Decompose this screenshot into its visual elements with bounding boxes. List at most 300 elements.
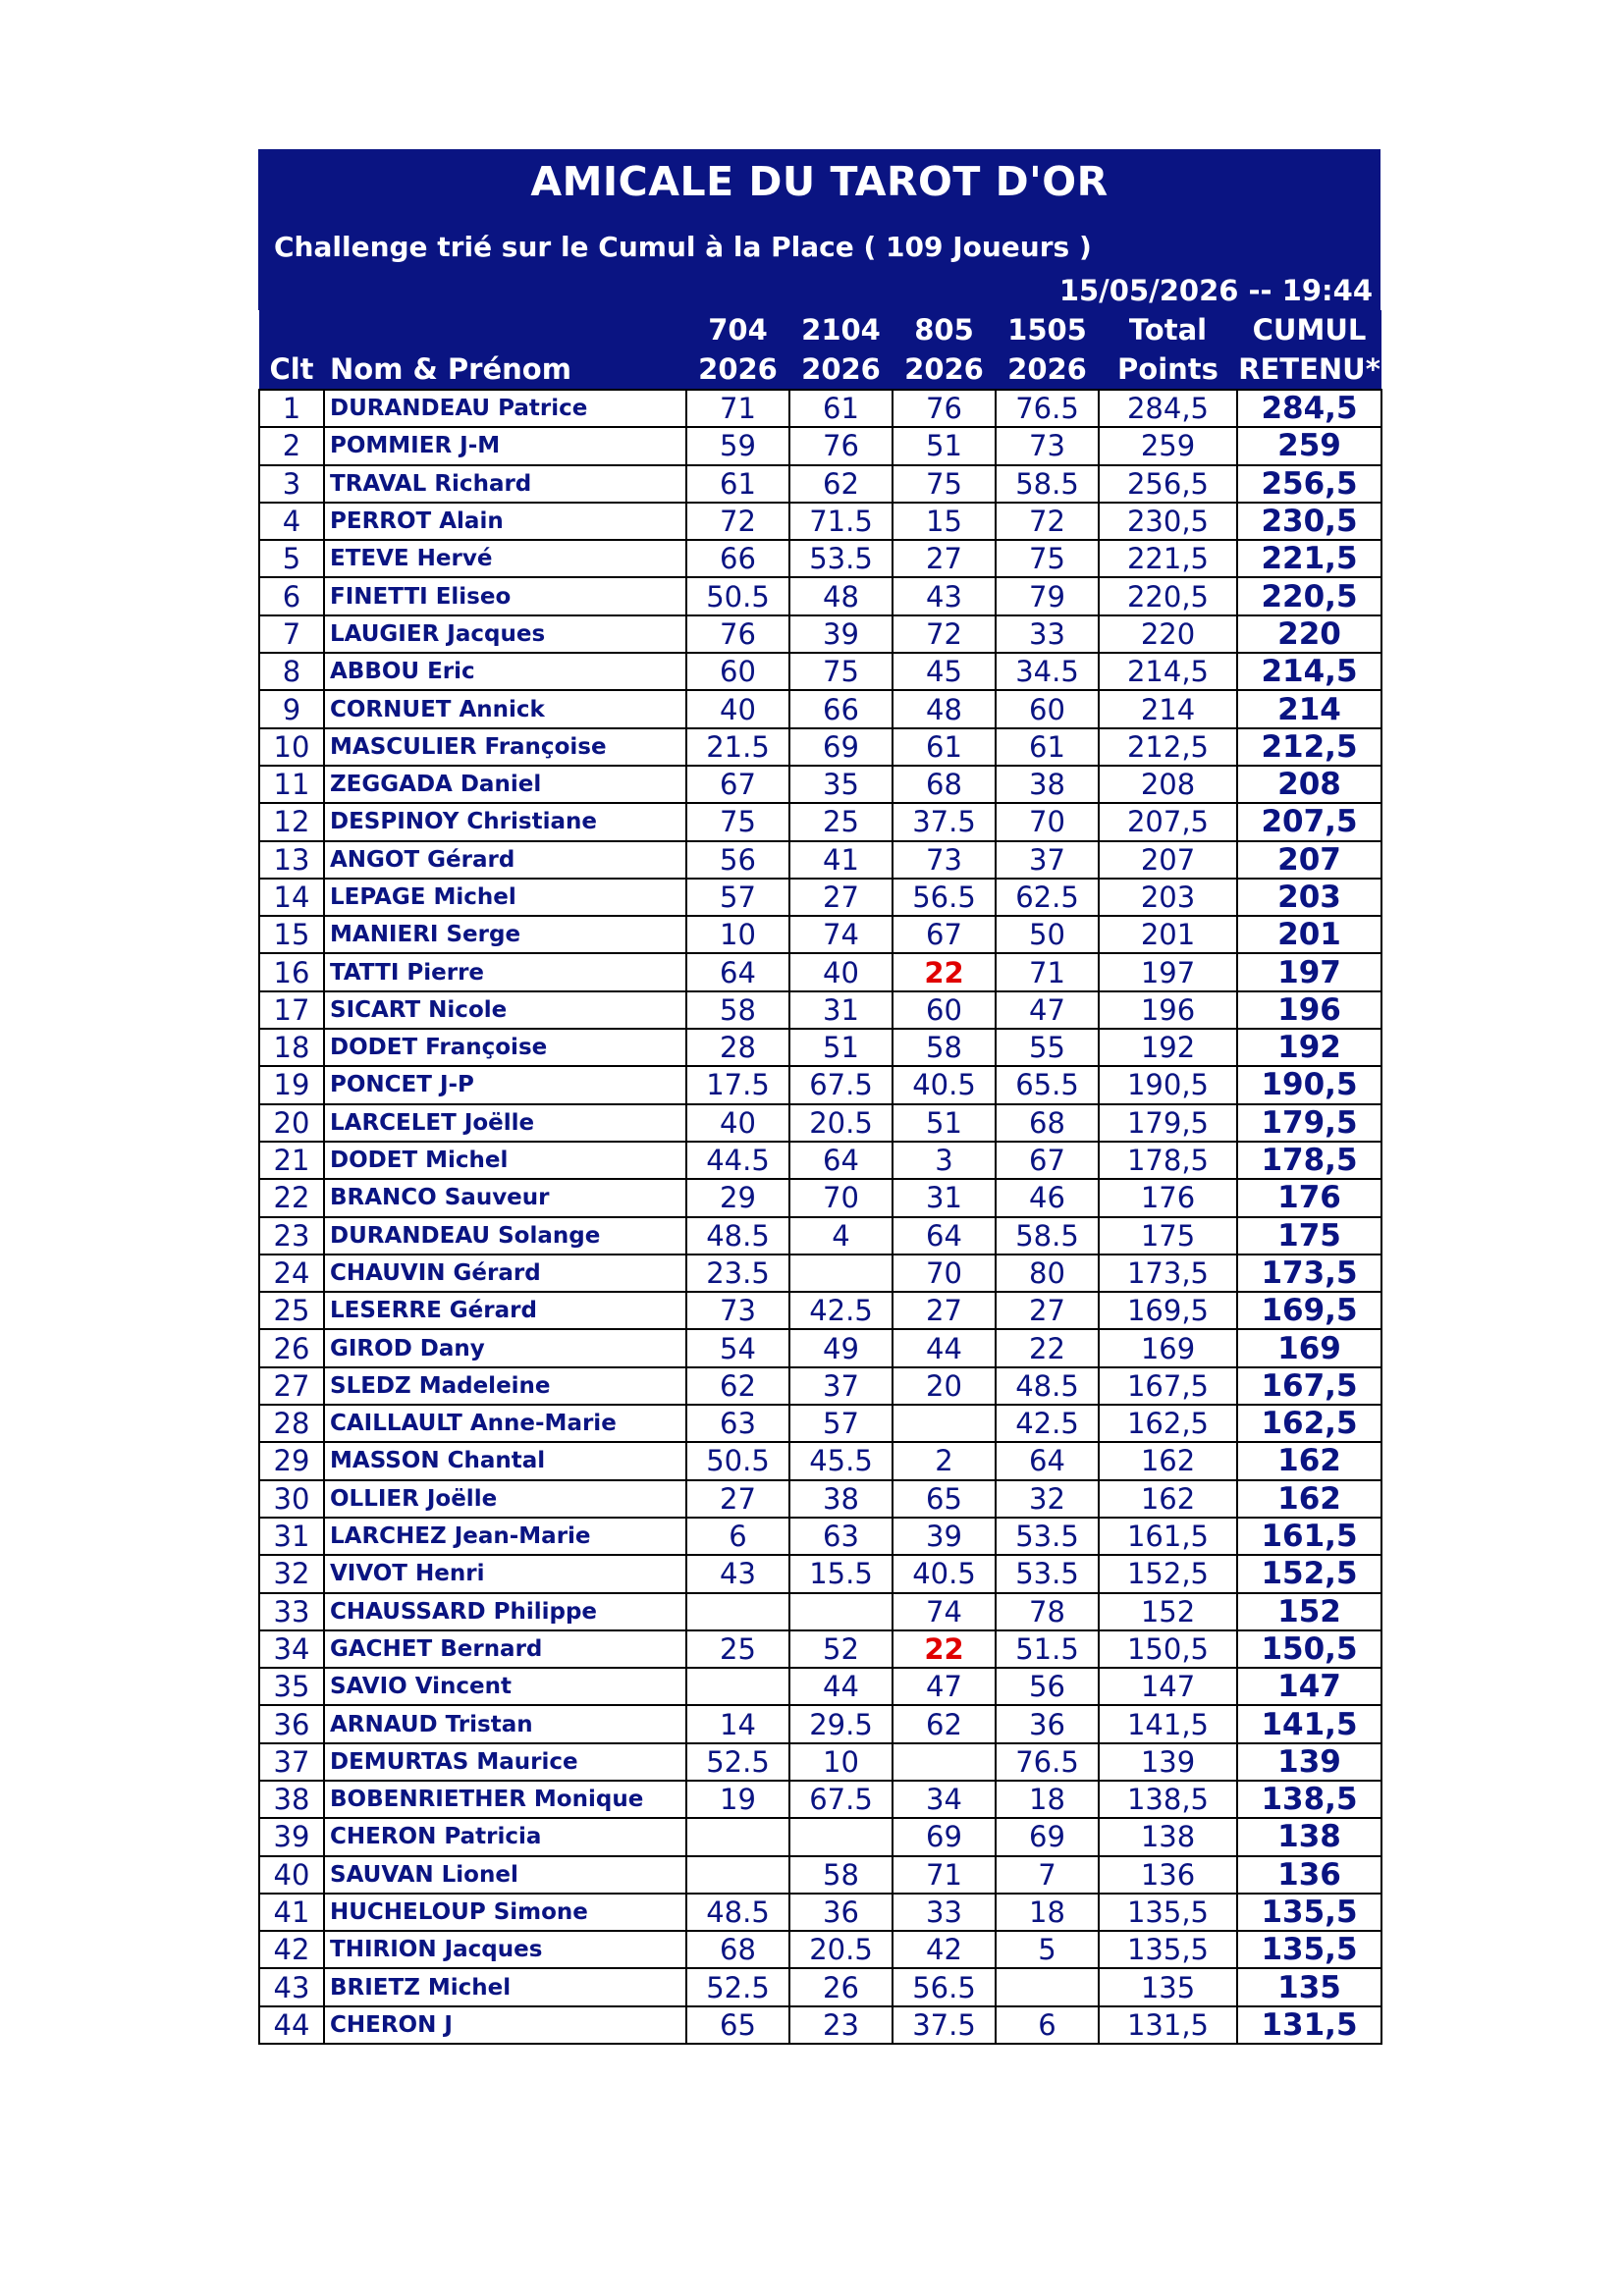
cumul-retenu: 201: [1237, 916, 1381, 953]
game3-score: 45: [893, 653, 996, 690]
game1-score: [686, 1593, 789, 1630]
cumul-retenu: 152,5: [1237, 1555, 1381, 1592]
table-row: [259, 390, 1381, 427]
player-name: ZEGGADA Daniel: [324, 766, 686, 803]
ranking-sheet: [258, 149, 1380, 2045]
cumul-retenu: 169: [1237, 1329, 1381, 1366]
game1-score: 43: [686, 1555, 789, 1592]
player-name: GIROD Dany: [324, 1329, 686, 1366]
game2-score: 67.5: [789, 1781, 893, 1818]
table-row: [259, 2006, 1381, 2044]
player-name: THIRION Jacques: [324, 1931, 686, 1968]
game1-score: 6: [686, 1518, 789, 1555]
table-row: [259, 1329, 1381, 1366]
cumul-retenu: 230,5: [1237, 503, 1381, 540]
game2-score: 66: [789, 690, 893, 727]
game3-score: [893, 1743, 996, 1781]
total-points: 214: [1099, 690, 1237, 727]
rank-cell: 8: [259, 653, 324, 690]
table-row: [259, 1781, 1381, 1818]
player-name: DODET Françoise: [324, 1029, 686, 1066]
cumul-retenu: 190,5: [1237, 1066, 1381, 1103]
player-name: TATTI Pierre: [324, 953, 686, 990]
game1-score: 40: [686, 690, 789, 727]
table-row: [259, 690, 1381, 727]
total-points: 197: [1099, 953, 1237, 990]
game3-score: 68: [893, 766, 996, 803]
game3-score: 40.5: [893, 1555, 996, 1592]
total-points: 161,5: [1099, 1518, 1237, 1555]
game2-score: 75: [789, 653, 893, 690]
header-game3-bottom: 2026: [893, 349, 996, 390]
game1-score: 44.5: [686, 1142, 789, 1179]
total-points: 192: [1099, 1029, 1237, 1066]
rank-cell: 43: [259, 1968, 324, 2005]
rank-cell: 4: [259, 503, 324, 540]
rank-cell: 12: [259, 803, 324, 840]
rank-cell: 11: [259, 766, 324, 803]
table-row: [259, 841, 1381, 879]
cumul-retenu: 221,5: [1237, 540, 1381, 577]
game3-score: 60: [893, 991, 996, 1029]
total-points: 138,5: [1099, 1781, 1237, 1818]
rank-cell: 42: [259, 1931, 324, 1968]
table-row: [259, 879, 1381, 916]
table-row: [259, 1442, 1381, 1479]
rank-cell: 3: [259, 465, 324, 503]
table-row: [259, 1367, 1381, 1405]
total-points: 139: [1099, 1743, 1237, 1781]
total-points: 135,5: [1099, 1894, 1237, 1931]
cumul-retenu: 197: [1237, 953, 1381, 990]
cumul-retenu: 256,5: [1237, 465, 1381, 503]
header-blank: [324, 310, 686, 349]
game3-score: 75: [893, 465, 996, 503]
rank-cell: 32: [259, 1555, 324, 1592]
game3-score: 39: [893, 1518, 996, 1555]
game3-score: 22: [893, 953, 996, 990]
game4-score: 47: [996, 991, 1099, 1029]
table-row: [259, 1104, 1381, 1142]
game2-score: 53.5: [789, 540, 893, 577]
game3-score: 47: [893, 1668, 996, 1705]
game3-score: 65: [893, 1480, 996, 1518]
table-row: [259, 1292, 1381, 1329]
game4-score: 62.5: [996, 879, 1099, 916]
game4-score: 58.5: [996, 1217, 1099, 1255]
cumul-retenu: 284,5: [1237, 390, 1381, 427]
game3-score: 22: [893, 1630, 996, 1668]
cumul-retenu: 141,5: [1237, 1705, 1381, 1742]
total-points: 203: [1099, 879, 1237, 916]
game3-score: [893, 1405, 996, 1442]
game2-score: 39: [789, 615, 893, 653]
cumul-retenu: 161,5: [1237, 1518, 1381, 1555]
player-name: TRAVAL Richard: [324, 465, 686, 503]
total-points: 169,5: [1099, 1292, 1237, 1329]
cumul-retenu: 138: [1237, 1818, 1381, 1855]
total-points: 150,5: [1099, 1630, 1237, 1668]
total-points: 176: [1099, 1179, 1237, 1216]
game1-score: 71: [686, 390, 789, 427]
table-row: [259, 1743, 1381, 1781]
rank-cell: 40: [259, 1856, 324, 1894]
game2-score: 69: [789, 728, 893, 766]
rank-cell: 39: [259, 1818, 324, 1855]
total-points: 175: [1099, 1217, 1237, 1255]
game1-score: 59: [686, 427, 789, 464]
rank-cell: 34: [259, 1630, 324, 1668]
player-name: LARCHEZ Jean-Marie: [324, 1518, 686, 1555]
game3-score: 58: [893, 1029, 996, 1066]
game2-score: 45.5: [789, 1442, 893, 1479]
rank-cell: 13: [259, 841, 324, 879]
game2-score: 23: [789, 2006, 893, 2044]
cumul-retenu: 150,5: [1237, 1630, 1381, 1668]
game3-score: 70: [893, 1255, 996, 1292]
player-name: ANGOT Gérard: [324, 841, 686, 879]
game2-score: 38: [789, 1480, 893, 1518]
game2-score: 58: [789, 1856, 893, 1894]
total-points: 178,5: [1099, 1142, 1237, 1179]
table-body: [259, 390, 1381, 2044]
player-name: CORNUET Annick: [324, 690, 686, 727]
game4-score: 71: [996, 953, 1099, 990]
rank-cell: 37: [259, 1743, 324, 1781]
game1-score: 50.5: [686, 577, 789, 614]
table-row: [259, 916, 1381, 953]
total-points: 259: [1099, 427, 1237, 464]
total-points: 162: [1099, 1480, 1237, 1518]
cumul-retenu: 196: [1237, 991, 1381, 1029]
game1-score: 50.5: [686, 1442, 789, 1479]
game1-score: 64: [686, 953, 789, 990]
game4-score: 18: [996, 1894, 1099, 1931]
player-name: POMMIER J-M: [324, 427, 686, 464]
rank-cell: 10: [259, 728, 324, 766]
game3-score: 69: [893, 1818, 996, 1855]
game2-score: 64: [789, 1142, 893, 1179]
rank-cell: 41: [259, 1894, 324, 1931]
table-row: [259, 465, 1381, 503]
game2-score: 42.5: [789, 1292, 893, 1329]
game2-score: 40: [789, 953, 893, 990]
rank-cell: 1: [259, 390, 324, 427]
game1-score: 72: [686, 503, 789, 540]
cumul-retenu: 136: [1237, 1856, 1381, 1894]
header-total-bottom: Points: [1099, 349, 1237, 390]
game2-score: 25: [789, 803, 893, 840]
game3-score: 56.5: [893, 1968, 996, 2005]
total-points: 138: [1099, 1818, 1237, 1855]
table-row: [259, 1217, 1381, 1255]
game4-score: 5: [996, 1931, 1099, 1968]
total-points: 201: [1099, 916, 1237, 953]
rank-cell: 18: [259, 1029, 324, 1066]
total-points: 162: [1099, 1442, 1237, 1479]
cumul-retenu: 162,5: [1237, 1405, 1381, 1442]
cumul-retenu: 214: [1237, 690, 1381, 727]
rank-cell: 36: [259, 1705, 324, 1742]
player-name: LEPAGE Michel: [324, 879, 686, 916]
cumul-retenu: 135,5: [1237, 1931, 1381, 1968]
header-game1-bottom: 2026: [686, 349, 789, 390]
game3-score: 72: [893, 615, 996, 653]
player-name: DESPINOY Christiane: [324, 803, 686, 840]
game3-score: 61: [893, 728, 996, 766]
game4-score: 64: [996, 1442, 1099, 1479]
rank-cell: 25: [259, 1292, 324, 1329]
player-name: GACHET Bernard: [324, 1630, 686, 1668]
game2-score: 27: [789, 879, 893, 916]
player-name: SAVIO Vincent: [324, 1668, 686, 1705]
player-name: CHAUSSARD Philippe: [324, 1593, 686, 1630]
table-row: [259, 1931, 1381, 1968]
game4-score: 55: [996, 1029, 1099, 1066]
total-points: 220,5: [1099, 577, 1237, 614]
game1-score: 68: [686, 1931, 789, 1968]
game2-score: 36: [789, 1894, 893, 1931]
game4-score: 70: [996, 803, 1099, 840]
game2-score: 71.5: [789, 503, 893, 540]
total-points: 173,5: [1099, 1255, 1237, 1292]
game1-score: 54: [686, 1329, 789, 1366]
player-name: FINETTI Eliseo: [324, 577, 686, 614]
player-name: MASCULIER Françoise: [324, 728, 686, 766]
game2-score: 74: [789, 916, 893, 953]
rank-cell: 29: [259, 1442, 324, 1479]
player-name: VIVOT Henri: [324, 1555, 686, 1592]
total-points: 214,5: [1099, 653, 1237, 690]
rank-cell: 27: [259, 1367, 324, 1405]
header-game2-bottom: 2026: [789, 349, 893, 390]
game4-score: 34.5: [996, 653, 1099, 690]
cumul-retenu: 131,5: [1237, 2006, 1381, 2044]
game1-score: 58: [686, 991, 789, 1029]
rank-cell: 31: [259, 1518, 324, 1555]
game4-score: 51.5: [996, 1630, 1099, 1668]
table-row: [259, 1668, 1381, 1705]
cumul-retenu: 147: [1237, 1668, 1381, 1705]
game3-score: 20: [893, 1367, 996, 1405]
rank-cell: 5: [259, 540, 324, 577]
game4-score: 27: [996, 1292, 1099, 1329]
table-row: [259, 1405, 1381, 1442]
table-row: [259, 1856, 1381, 1894]
cumul-retenu: 220,5: [1237, 577, 1381, 614]
game1-score: 61: [686, 465, 789, 503]
game2-score: 49: [789, 1329, 893, 1366]
player-name: HUCHELOUP Simone: [324, 1894, 686, 1931]
player-name: CHERON J: [324, 2006, 686, 2044]
header-game2-top: 2104: [789, 310, 893, 349]
table-row: [259, 615, 1381, 653]
game4-score: 61: [996, 728, 1099, 766]
rank-cell: 19: [259, 1066, 324, 1103]
table-row: [259, 1593, 1381, 1630]
game2-score: 10: [789, 1743, 893, 1781]
game1-score: 76: [686, 615, 789, 653]
game4-score: 65.5: [996, 1066, 1099, 1103]
rank-cell: 6: [259, 577, 324, 614]
game2-score: 62: [789, 465, 893, 503]
sheet-title: AMICALE DU TAROT D'OR: [258, 149, 1380, 214]
table-row: [259, 1894, 1381, 1931]
rank-cell: 17: [259, 991, 324, 1029]
player-name: SAUVAN Lionel: [324, 1856, 686, 1894]
cumul-retenu: 135: [1237, 1968, 1381, 2005]
total-points: 208: [1099, 766, 1237, 803]
game3-score: 33: [893, 1894, 996, 1931]
total-points: 212,5: [1099, 728, 1237, 766]
table-row: [259, 1142, 1381, 1179]
cumul-retenu: 162: [1237, 1442, 1381, 1479]
rank-cell: 28: [259, 1405, 324, 1442]
total-points: 220: [1099, 615, 1237, 653]
total-points: 169: [1099, 1329, 1237, 1366]
table-row: [259, 803, 1381, 840]
cumul-retenu: 207: [1237, 841, 1381, 879]
game1-score: 63: [686, 1405, 789, 1442]
game3-score: 51: [893, 427, 996, 464]
cumul-retenu: 176: [1237, 1179, 1381, 1216]
table-header: [259, 310, 1381, 390]
total-points: 147: [1099, 1668, 1237, 1705]
game2-score: 35: [789, 766, 893, 803]
header-game4-top: 1505: [996, 310, 1099, 349]
game4-score: 18: [996, 1781, 1099, 1818]
total-points: 135,5: [1099, 1931, 1237, 1968]
game4-score: 53.5: [996, 1555, 1099, 1592]
header-game1-top: 704: [686, 310, 789, 349]
game1-score: [686, 1668, 789, 1705]
rank-cell: 35: [259, 1668, 324, 1705]
player-name: BRANCO Sauveur: [324, 1179, 686, 1216]
game3-score: 15: [893, 503, 996, 540]
cumul-retenu: 135,5: [1237, 1894, 1381, 1931]
game1-score: 10: [686, 916, 789, 953]
game4-score: 42.5: [996, 1405, 1099, 1442]
header-game4-bottom: 2026: [996, 349, 1099, 390]
table-row: [259, 1968, 1381, 2005]
cumul-retenu: 207,5: [1237, 803, 1381, 840]
table-row: [259, 1255, 1381, 1292]
game1-score: 57: [686, 879, 789, 916]
player-name: MASSON Chantal: [324, 1442, 686, 1479]
total-points: 221,5: [1099, 540, 1237, 577]
cumul-retenu: 208: [1237, 766, 1381, 803]
game1-score: 28: [686, 1029, 789, 1066]
game2-score: 41: [789, 841, 893, 879]
player-name: PERROT Alain: [324, 503, 686, 540]
game3-score: 3: [893, 1142, 996, 1179]
total-points: 152,5: [1099, 1555, 1237, 1592]
cumul-retenu: 259: [1237, 427, 1381, 464]
total-points: 256,5: [1099, 465, 1237, 503]
game4-score: 48.5: [996, 1367, 1099, 1405]
game3-score: 2: [893, 1442, 996, 1479]
game4-score: 50: [996, 916, 1099, 953]
game1-score: 29: [686, 1179, 789, 1216]
player-name: DEMURTAS Maurice: [324, 1743, 686, 1781]
player-name: BRIETZ Michel: [324, 1968, 686, 2005]
game2-score: 61: [789, 390, 893, 427]
game2-score: 48: [789, 577, 893, 614]
table-row: [259, 1630, 1381, 1668]
header-rank: Clt: [259, 349, 324, 390]
rank-cell: 22: [259, 1179, 324, 1216]
rank-cell: 16: [259, 953, 324, 990]
cumul-retenu: 152: [1237, 1593, 1381, 1630]
rank-cell: 20: [259, 1104, 324, 1142]
player-name: MANIERI Serge: [324, 916, 686, 953]
total-points: 179,5: [1099, 1104, 1237, 1142]
game1-score: 52.5: [686, 1968, 789, 2005]
game4-score: 53.5: [996, 1518, 1099, 1555]
player-name: LARCELET Joëlle: [324, 1104, 686, 1142]
game4-score: 75: [996, 540, 1099, 577]
game4-score: 76.5: [996, 1743, 1099, 1781]
game3-score: 71: [893, 1856, 996, 1894]
game1-score: 19: [686, 1781, 789, 1818]
game1-score: 48.5: [686, 1217, 789, 1255]
game3-score: 44: [893, 1329, 996, 1366]
game3-score: 43: [893, 577, 996, 614]
game4-score: 7: [996, 1856, 1099, 1894]
total-points: 207: [1099, 841, 1237, 879]
player-name: LESERRE Gérard: [324, 1292, 686, 1329]
game2-score: 31: [789, 991, 893, 1029]
game3-score: 74: [893, 1593, 996, 1630]
game4-score: 56: [996, 1668, 1099, 1705]
player-name: OLLIER Joëlle: [324, 1480, 686, 1518]
game1-score: 52.5: [686, 1743, 789, 1781]
game4-score: 6: [996, 2006, 1099, 2044]
cumul-retenu: 173,5: [1237, 1255, 1381, 1292]
cumul-retenu: 169,5: [1237, 1292, 1381, 1329]
game4-score: 33: [996, 615, 1099, 653]
table-row: [259, 766, 1381, 803]
game3-score: 51: [893, 1104, 996, 1142]
game1-score: 14: [686, 1705, 789, 1742]
game1-score: 75: [686, 803, 789, 840]
game3-score: 56.5: [893, 879, 996, 916]
ranking-table: [258, 310, 1382, 2045]
total-points: 167,5: [1099, 1367, 1237, 1405]
table-row: [259, 1705, 1381, 1742]
player-name: PONCET J-P: [324, 1066, 686, 1103]
total-points: 152: [1099, 1593, 1237, 1630]
rank-cell: 33: [259, 1593, 324, 1630]
game4-score: 46: [996, 1179, 1099, 1216]
total-points: 135: [1099, 1968, 1237, 2005]
player-name: BOBENRIETHER Monique: [324, 1781, 686, 1818]
rank-cell: 44: [259, 2006, 324, 2044]
game3-score: 73: [893, 841, 996, 879]
table-row: [259, 653, 1381, 690]
game1-score: 27: [686, 1480, 789, 1518]
game3-score: 40.5: [893, 1066, 996, 1103]
game4-score: 36: [996, 1705, 1099, 1742]
total-points: 196: [1099, 991, 1237, 1029]
game2-score: 44: [789, 1668, 893, 1705]
game1-score: 56: [686, 841, 789, 879]
cumul-retenu: 179,5: [1237, 1104, 1381, 1142]
game3-score: 42: [893, 1931, 996, 1968]
game1-score: 62: [686, 1367, 789, 1405]
game2-score: 20.5: [789, 1931, 893, 1968]
game3-score: 37.5: [893, 2006, 996, 2044]
